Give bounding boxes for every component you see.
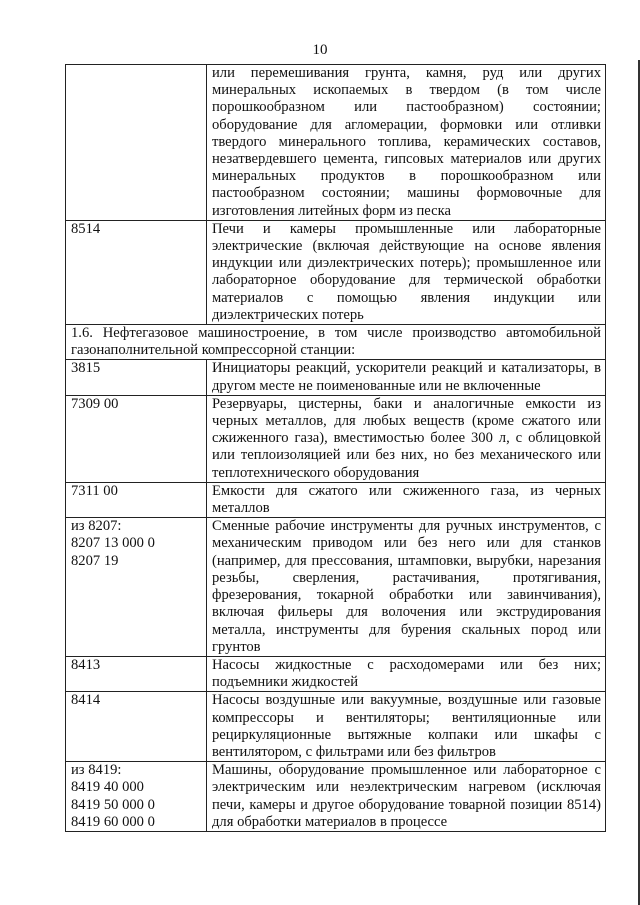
code-value: 8207 13 000 0 bbox=[71, 535, 155, 552]
description-cell: Печи и камеры промышленные или лабораторные электрические (включая действующие на основе явления индукции или диэлектрических потерь); промышленное или лабораторное оборудование для термической обработки материалов с помощью явления индукции или диэлектрических потерь bbox=[207, 220, 606, 324]
table-row bbox=[66, 518, 606, 657]
description-cell: Машины, оборудование промышленное или лабораторное с электрическим или неэлектрическим нагревом (исключая печи, камеры и другое оборудование товарной позиции 8514) для обработки материалов в процессе bbox=[207, 762, 606, 832]
code-value: из 8419: bbox=[71, 762, 122, 779]
description-cell: Сменные рабочие инструменты для ручных инструментов, с механическим приводом или без него или для станков (например, для прессования, штамповки, вырубки, нарезания резьбы, сверления, растачивания, протягивания, фрезерования, токарной обработки или завинчивания), включая фильеры для волочения или экструдирования металла, инструменты для бурения скальных пород или грунтов bbox=[207, 518, 606, 657]
code-cell bbox=[66, 220, 207, 324]
code-cell bbox=[66, 762, 207, 832]
table-row bbox=[66, 692, 606, 762]
code-cell bbox=[66, 656, 207, 691]
table-row bbox=[66, 395, 606, 482]
description-cell: Насосы воздушные или вакуумные, воздушные или газовые компрессоры и вентиляторы; вентиляционные или рециркуляционные вытяжные колпаки или шкафы с вентилятором, с фильтрами или без фильтров bbox=[207, 692, 606, 762]
description-cell: Емкости для сжатого или сжиженного газа, из черных металлов bbox=[207, 482, 606, 517]
table-row bbox=[66, 482, 606, 517]
table-row bbox=[66, 220, 606, 324]
code-value: 8207 19 bbox=[71, 552, 119, 569]
code-value: из 8207: bbox=[71, 518, 122, 535]
code-cell bbox=[66, 395, 207, 482]
hs-code-table bbox=[65, 64, 606, 832]
code-cell bbox=[66, 65, 207, 221]
description-cell: Резервуары, цистерны, баки и аналогичные емкости из черных металлов, для любых веществ (кроме сжатого или сжиженного газа), вместимостью более 300 л, с облицовкой или теплоизоляцией или без них, но без механического или теплотехнического оборудования bbox=[207, 395, 606, 482]
section-row bbox=[66, 325, 606, 360]
code-value: 8413 bbox=[71, 656, 101, 673]
section-heading: 1.6. Нефтегазовое машиностроение, в том числе производство автомобильной газонаполнительной компрессорной станции: bbox=[66, 325, 606, 360]
code-cell bbox=[66, 482, 207, 517]
table-row bbox=[66, 65, 606, 221]
code-value: 7309 00 bbox=[71, 395, 119, 412]
code-value: 7311 00 bbox=[71, 482, 118, 499]
code-value: 8514 bbox=[71, 220, 101, 237]
code-cell bbox=[66, 360, 207, 395]
description-cell: Инициаторы реакций, ускорители реакций и катализаторы, в другом месте не поименованные или не включенные bbox=[207, 360, 606, 395]
code-value: 3815 bbox=[71, 360, 101, 377]
code-value: 8419 40 000 bbox=[71, 779, 144, 796]
code-value: 8419 60 000 0 bbox=[71, 813, 155, 830]
table-row bbox=[66, 360, 606, 395]
table-row bbox=[66, 656, 606, 691]
code-value: 8414 bbox=[71, 692, 101, 709]
code-value: 8419 50 000 0 bbox=[71, 796, 155, 813]
description-cell: Насосы жидкостные с расходомерами или без них; подъемники жидкостей bbox=[207, 656, 606, 691]
page-number: 10 bbox=[312, 42, 328, 58]
code-cell bbox=[66, 518, 207, 657]
description-cell: или перемешивания грунта, камня, руд или других минеральных ископаемых в твердом (в том числе порошкообразном или пастообразном) состоянии; оборудование для агломерации, формовки или отливки твердого минерального топлива, керамических составов, незатвердевшего цемента, гипсовых материалов или других минеральных продуктов в порошкообразном или пастообразном состоянии; машины формовочные для изготовления литейных форм из песка bbox=[207, 65, 606, 221]
code-cell bbox=[66, 692, 207, 762]
table-row bbox=[66, 762, 606, 832]
